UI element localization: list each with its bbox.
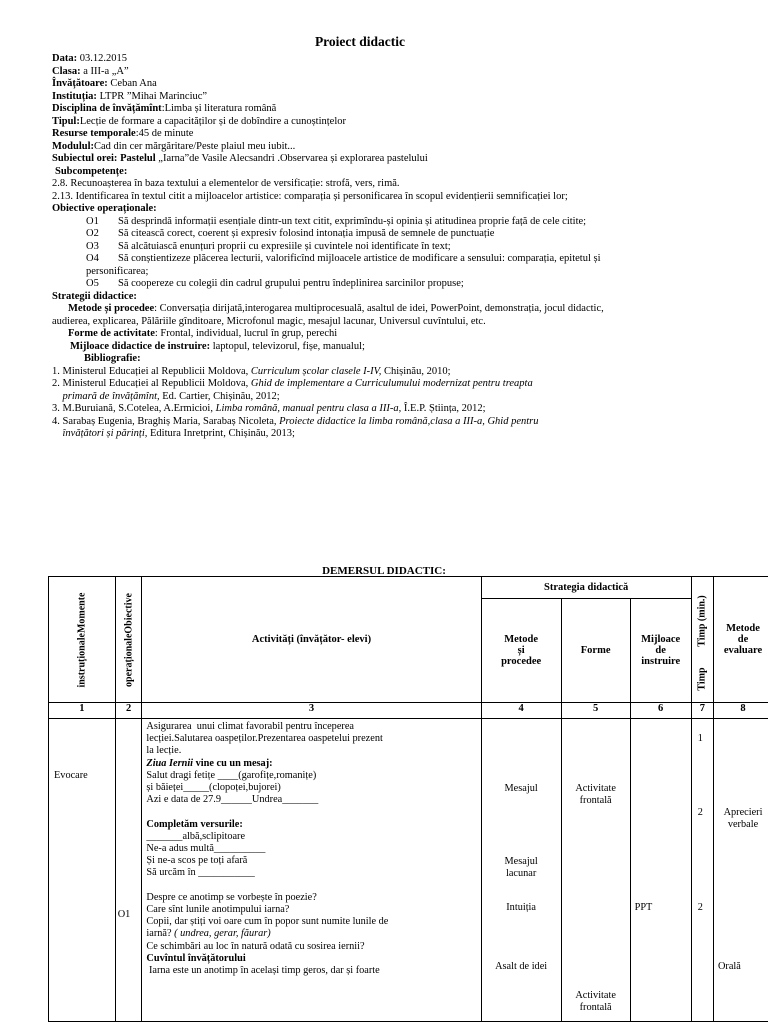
obiective-heading bbox=[52, 203, 752, 215]
label-modulul: Modulul: bbox=[52, 140, 95, 152]
evaluare-item: Aprecieri verbale bbox=[723, 807, 763, 831]
activity-line bbox=[146, 733, 382, 745]
mijloace-value: laptopul, televizorul, fișe, manualul; bbox=[210, 340, 365, 352]
bib-title: Ghid de implementare a Curriculumului modernizat pentru treapta bbox=[250, 378, 533, 389]
label-data: Data: bbox=[52, 53, 78, 64]
activity-line bbox=[146, 758, 272, 770]
bib-title: Curriculum școlar clasele I-IV, bbox=[250, 365, 382, 377]
field-invatatoare bbox=[52, 78, 752, 90]
activity-text: iarnă? bbox=[146, 928, 175, 940]
metoda-item: Mesajul lacunar bbox=[504, 856, 538, 880]
metoda-item: Asalt de idei bbox=[495, 961, 548, 972]
bibliografie-item bbox=[52, 391, 752, 403]
document-title: Proiect didactic bbox=[314, 34, 406, 49]
field-tipul bbox=[52, 116, 752, 128]
activity-text: Copii, dar știți voi oare cum în popor sunt numite lunile de bbox=[146, 916, 389, 928]
activity-text: Iarna este un anotimp în același timp geros, dar și foarte bbox=[146, 965, 380, 976]
metode-label: Metode și procedee bbox=[68, 303, 155, 314]
value-resurse: :45 de minute bbox=[135, 128, 194, 139]
col-number: 4 bbox=[481, 703, 561, 719]
col-number: 8 bbox=[714, 703, 768, 719]
forme-line bbox=[68, 328, 768, 340]
activity-line bbox=[146, 892, 316, 904]
bib-pre: 3. M.Buruiană, S.Cotelea, A.Ermicioi, bbox=[52, 403, 216, 414]
obiectiv-text: Să desprindă informații esențiale dintr-un text citit, exprimîndu-și opinia și atitudinea proprie față de cele citite; bbox=[118, 215, 587, 227]
obiectiv-code: O1 bbox=[86, 215, 99, 227]
strategii-label: Strategii didactice: bbox=[52, 290, 137, 302]
obiectiv-code: O2 bbox=[86, 228, 99, 239]
mijloc-item: PPT bbox=[634, 902, 653, 913]
activity-text: Ne-a adus multă__________ bbox=[146, 843, 266, 854]
label-pastelul: Pastelul bbox=[117, 153, 156, 164]
bibliografie-item bbox=[52, 428, 752, 440]
col-number: 5 bbox=[561, 703, 630, 719]
bibliografie-label: Bibliografie: bbox=[84, 353, 141, 364]
forme-label: Forme de activitate bbox=[68, 328, 155, 339]
field-institutia bbox=[52, 91, 752, 103]
field-subiectul bbox=[52, 153, 752, 165]
bib-pre: 1. Ministerul Educației al Republicii Moldova, bbox=[52, 365, 251, 377]
col-header-evaluare: Metode de evaluare bbox=[714, 577, 768, 703]
activity-line bbox=[146, 941, 364, 953]
cell-forme bbox=[561, 719, 630, 1022]
field-data bbox=[52, 53, 752, 65]
activity-line bbox=[146, 721, 354, 733]
col-number: 6 bbox=[630, 703, 691, 719]
bib-post: Chișinău, 2010; bbox=[381, 365, 451, 377]
cell-evaluare bbox=[714, 719, 768, 1022]
subcompetenta-item: 2.8. Recunoașterea în baza textului a elementelor de versificație: strofă, vers, rimă. bbox=[52, 178, 400, 189]
obiectiv-text: Să coopereze cu colegii din cadrul grupului pentru îndeplinirea sarcinilor propuse; bbox=[118, 278, 464, 289]
col-header-obiective bbox=[115, 577, 142, 703]
obiectiv-text: Să conștientizeze plăcerea lecturii, valorificînd mijloacele artistice de modificare a sensului: comparația, epitetul și bbox=[118, 253, 601, 264]
col-header-timp bbox=[691, 577, 713, 703]
value-institutia: LTPR ”Mihai Marinciuc” bbox=[96, 90, 208, 102]
cell-obiective bbox=[115, 719, 142, 1022]
obiectiv-code: O3 bbox=[86, 240, 99, 252]
moment-label: Evocare bbox=[54, 770, 88, 781]
activity-line bbox=[146, 904, 289, 916]
activity-text: _______albă,sclipitoare bbox=[146, 830, 246, 842]
subcompetente-heading bbox=[55, 166, 755, 178]
col-number: 1 bbox=[49, 703, 116, 719]
col-header-timp-text: Timp (min.) bbox=[696, 595, 708, 647]
obiectiv-code: O4 bbox=[86, 253, 99, 264]
bib-pre bbox=[52, 391, 63, 402]
value-data: 03.12.2015 bbox=[77, 53, 127, 64]
bib-post: Ed. Cartier, Chișinău, 2012; bbox=[159, 390, 280, 402]
col-header-strategia: Strategia didactică bbox=[481, 577, 691, 599]
mijloace-label: Mijloace didactice de instruire: bbox=[70, 340, 211, 352]
activity-text: la lecție. bbox=[146, 745, 182, 757]
bib-title: Proiecte didactice la limba română,clasa a III-a, Ghid pentru bbox=[279, 415, 539, 427]
bib-title: primară de învățămînt, bbox=[62, 390, 160, 402]
timp-item: 2 bbox=[697, 902, 703, 913]
obiectiv-code: O5 bbox=[86, 278, 99, 289]
value-modulul: Cad din cer mărgăritare/Peste plaiul meu iubit... bbox=[94, 140, 296, 152]
obiectiv-text: Să citească corect, coerent și expresiv folosind intonația impusă de semnele de punctuație bbox=[118, 228, 495, 239]
field-clasa bbox=[52, 66, 752, 78]
bib-title: Limba română, manual pentru clasa a III-a, bbox=[215, 403, 402, 414]
label-institutia: Instituția: bbox=[52, 90, 97, 102]
activity-text: Care sînt lunile anotimpului iarna? bbox=[146, 904, 290, 915]
bib-pre: 2. Ministerul Educației al Republicii Moldova, bbox=[52, 378, 251, 389]
demers-table bbox=[48, 576, 768, 1022]
activity-bold-rest: vine cu un mesaj: bbox=[193, 757, 273, 769]
activity-text: Și ne-a scos pe toți afară bbox=[146, 855, 248, 867]
obiectiv-text-cont: personificarea; bbox=[86, 265, 149, 277]
activity-text: lecției.Salutarea oaspeților.Prezentarea oaspetelui prezent bbox=[146, 733, 383, 745]
activity-text: Despre ce anotimp se vorbește în poezie? bbox=[146, 891, 317, 903]
label-tipul: Tipul: bbox=[52, 115, 80, 127]
col-number: 3 bbox=[142, 703, 481, 719]
activity-line bbox=[146, 965, 379, 977]
evaluare-item: Orală bbox=[718, 961, 741, 972]
bib-title: învățători și părinți, bbox=[62, 428, 148, 439]
label-invatatoare: Învățătoare: bbox=[52, 78, 108, 89]
cell-timp bbox=[691, 719, 713, 1022]
activity-text: și băieței_____(clopoței,bujorei) bbox=[146, 782, 281, 793]
col-header-momente bbox=[49, 577, 116, 703]
subcompetente-label: Subcompetențe: bbox=[55, 165, 128, 177]
cell-momente bbox=[49, 719, 116, 1022]
timp-item: 2 bbox=[697, 807, 703, 818]
value-disciplina: :Limba și literatura română bbox=[161, 103, 277, 114]
cell-mijloace bbox=[630, 719, 691, 1022]
field-disciplina bbox=[52, 103, 752, 115]
bibliografie-heading bbox=[84, 353, 768, 365]
bib-post: Editura Inretprint, Chișinău, 2013; bbox=[147, 428, 295, 439]
bibliografie-item bbox=[52, 416, 752, 428]
metode-cont: audierea, explicarea, Pălăriile gînditoare, Microfonul magic, mesajul lacunar, Universul cuvîntului, etc. bbox=[52, 315, 486, 327]
activity-bold: Completăm versurile: bbox=[146, 818, 243, 830]
activity-line bbox=[146, 928, 270, 940]
col-header-obiective-text: operaționaleObiective bbox=[123, 592, 135, 687]
col-header-mijloace: Mijloace de instruire bbox=[630, 599, 691, 703]
activity-line bbox=[146, 794, 318, 806]
strategii-heading bbox=[52, 291, 752, 303]
obiectiv-label: O1 bbox=[117, 909, 131, 920]
activity-text: Să urcăm în ___________ bbox=[146, 867, 255, 879]
bibliografie-item bbox=[52, 403, 752, 415]
value-clasa: a III-a „A” bbox=[80, 65, 129, 77]
activity-text: Asigurarea unui climat favorabil pentru începerea bbox=[146, 721, 354, 732]
activity-text: Ce schimbări au loc în natură odată cu sosirea iernii? bbox=[146, 940, 365, 952]
col-header-forme: Forme bbox=[561, 599, 630, 703]
activity-line bbox=[146, 916, 388, 928]
bibliografie-item bbox=[52, 378, 752, 390]
value-subiectul: „Iarna”de Vasile Alecsandri .Observarea și explorarea pastelului bbox=[155, 153, 428, 164]
activity-line bbox=[146, 855, 247, 867]
col-number: 7 bbox=[691, 703, 713, 719]
value-invatatoare: Ceban Ana bbox=[107, 78, 157, 89]
activity-line bbox=[146, 843, 265, 855]
col-header-momente-text: instruționaleMomente bbox=[76, 592, 88, 687]
activity-line bbox=[146, 770, 316, 782]
obiective-label: Obiective operaționale: bbox=[52, 203, 157, 214]
activity-line bbox=[146, 782, 280, 794]
forme-value: : Frontal, individual, lucrul în grup, perechi bbox=[154, 328, 338, 339]
bib-pre bbox=[52, 428, 63, 439]
metoda-item: Mesajul bbox=[504, 783, 538, 794]
label-disciplina: Disciplina de învățămînt bbox=[52, 103, 162, 114]
cell-activitati bbox=[142, 719, 481, 1022]
field-modulul bbox=[52, 141, 752, 153]
activity-bold: Cuvîntul învățătorului bbox=[146, 952, 246, 964]
forma-item: Activitate frontală bbox=[575, 990, 616, 1014]
value-tipul: Lecție de formare a capacităților și de dobîndire a cunoștințelor bbox=[79, 115, 347, 127]
activity-italic: ( undrea, gerar, făurar) bbox=[174, 928, 271, 940]
metode-line bbox=[68, 303, 768, 315]
activity-text: Salut dragi fetițe ____(garofițe,romanițe) bbox=[146, 769, 317, 781]
forma-item: Activitate frontală bbox=[575, 783, 616, 807]
activity-line bbox=[146, 867, 254, 879]
activity-line bbox=[146, 831, 245, 843]
activity-bold: Ziua Iernii bbox=[146, 757, 194, 769]
demers-title: DEMERSUL DIDACTIC: bbox=[322, 565, 446, 577]
bib-post: Î.E.P. Știința, 2012; bbox=[401, 403, 486, 414]
label-subiectul: Subiectul orei: bbox=[52, 153, 118, 164]
metode-value: : Conversația dirijată,interogarea multiprocesuală, asaltul de idei, PowerPoint, demonstrația, jocul didactic, bbox=[154, 303, 604, 314]
cell-metode bbox=[481, 719, 561, 1022]
metoda-item: Intuiția bbox=[506, 902, 536, 913]
label-resurse: Resurse temporale bbox=[52, 128, 136, 139]
activity-line bbox=[146, 953, 245, 965]
subcompetenta-item: 2.13. Identificarea în textul citit a mijloacelor artistice: comparația și personificarea în scopul evidențierii semnificației lor; bbox=[52, 190, 568, 202]
timp-item: 1 bbox=[697, 733, 703, 744]
label-clasa: Clasa: bbox=[52, 65, 81, 77]
bib-pre: 4. Sarabaș Eugenia, Braghiș Maria, Sarabaș Nicoleta, bbox=[52, 415, 280, 427]
mijloace-line bbox=[70, 341, 768, 353]
field-resurse bbox=[52, 128, 752, 140]
obiectiv-text: Să alcătuiască enunțuri proprii cu expresiile și cuvintele noi identificate în text; bbox=[118, 240, 451, 252]
col-number: 2 bbox=[115, 703, 142, 719]
bibliografie-item bbox=[52, 366, 752, 378]
activity-line bbox=[146, 745, 181, 757]
col-header-activitati: Activități (învățător- elevi) bbox=[142, 577, 481, 703]
col-header-timp-text-b: Timp bbox=[696, 667, 708, 691]
activity-text: Azi e data de 27.9______Undrea_______ bbox=[146, 794, 319, 806]
activity-line bbox=[146, 819, 242, 831]
col-header-metode: Metode și procedee bbox=[481, 599, 561, 703]
